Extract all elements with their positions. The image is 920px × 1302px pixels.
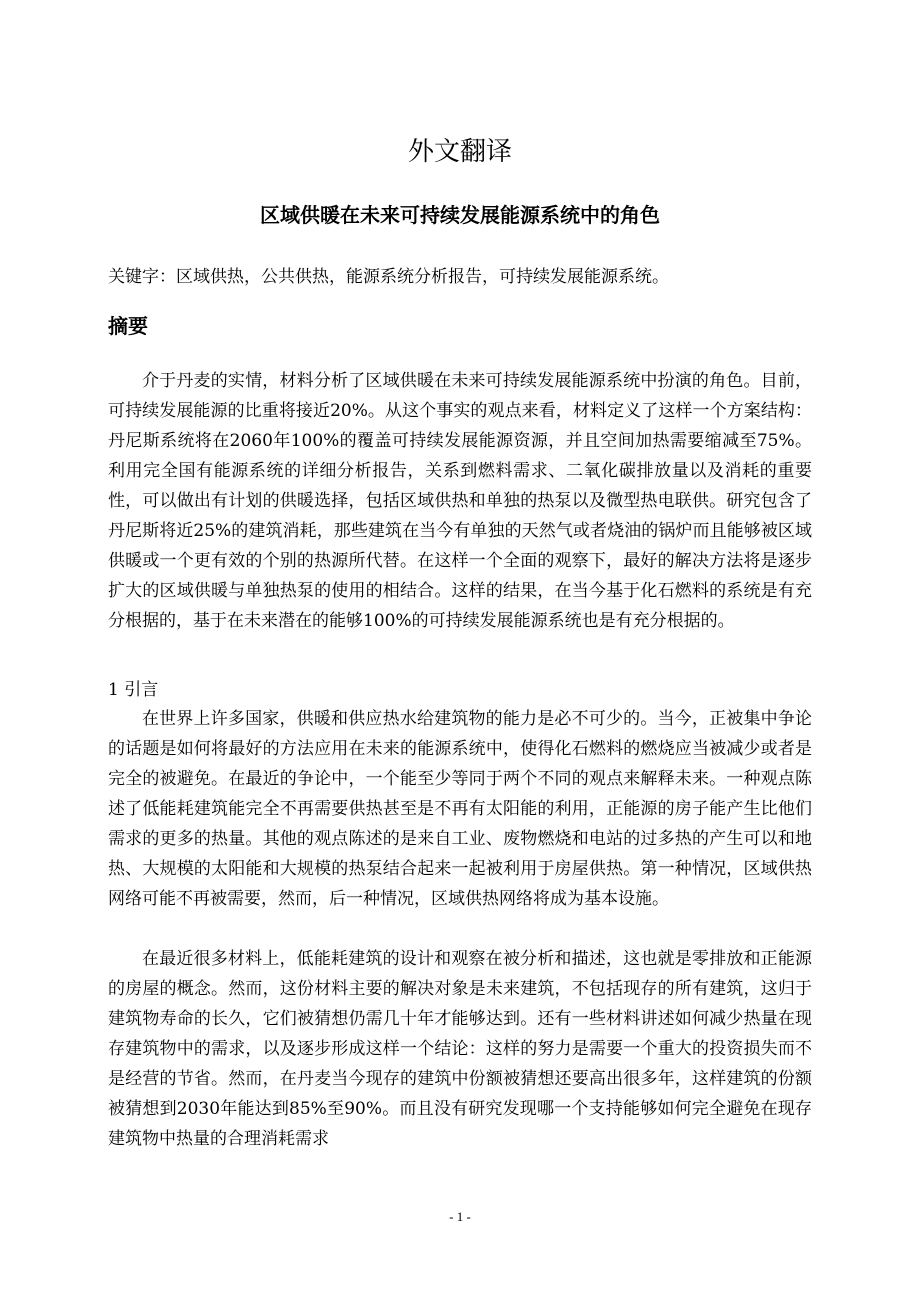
- abstract-heading: 摘要: [108, 314, 148, 338]
- abstract-paragraph: 介于丹麦的实情，材料分析了区域供暖在未来可持续发展能源系统中扮演的角色。目前，可持续发展能源的比重将接近20%。从这个事实的观点来看，材料定义了这样一个方案结构：丹尼斯系统将在2060年100%的覆盖可持续发展能源资源，并且空间加热需要缩减至75%。利用完全国有能源系统的详细分析报告，关系到燃料需求、二氧化碳排放量以及消耗的重要性，可以做出有计划的供暖选择，包括区域供热和单独的热泵以及微型热电联供。研究包含了丹尼斯将近25%的建筑消耗，那些建筑在当今有单独的天然气或者烧油的锅炉而且能够被区域供暖或一个更有效的个别的热源所代替。在这样一个全面的观察下，最好的解决方法将是逐步扩大的区域供暖与单独热泵的使用的相结合。这样的结果，在当今基于化石燃料的系统是有充分根据的，基于在未来潜在的能够100%的可持续发展能源系统也是有充分根据的。: [108, 371, 812, 631]
- section-heading-introduction: 1 引言: [108, 680, 159, 700]
- document-title: 外文翻译: [407, 137, 512, 167]
- keywords-line: 关键字：区域供热，公共供热，能源系统分析报告，可持续发展能源系统。: [108, 267, 669, 287]
- introduction-paragraph-2: 在最近很多材料上，低能耗建筑的设计和观察在被分析和描述，这也就是零排放和正能源的房屋的概念。然而，这份材料主要的解决对象是未来建筑，不包括现存的所有建筑，这归于建筑物寿命的长久，它们被猜想仍需几十年才能够达到。还有一些材料讲述如何减少热量在现存建筑物中的需求，以及逐步形成这样一个结论：这样的努力是需要一个重大的投资损失而不是经营的节省。然而，在丹麦当今现存的建筑中份额被猜想还要高出很多年，这样建筑的份额被猜想到2030年能达到85%至90%。而且没有研究发现哪一个支持能够如何完全避免在现存建筑物中热量的合理消耗需求: [108, 949, 812, 1149]
- document-subtitle: 区域供暖在未来可持续发展能源系统中的角色: [260, 203, 660, 227]
- page-number: - 1 -: [449, 1209, 471, 1224]
- introduction-paragraph-1: 在世界上许多国家，供暖和供应热水给建筑物的能力是必不可少的。当今，正被集中争论的话题是如何将最好的方法应用在未来的能源系统中，使得化石燃料的燃烧应当被减少或者是完全的被避免。在最近的争论中，一个能至少等同于两个不同的观点来解释未来。一种观点陈述了低能耗建筑能完全不再需要供热甚至是不再有太阳能的利用，正能源的房子能产生比他们需求的更多的热量。其他的观点陈述的是来自工业、废物燃烧和电站的过多热的产生可以和地热、大规模的太阳能和大规模的热泵结合起来一起被利用于房屋供热。第一种情况，区域供热网络可能不再被需要，然而，后一种情况，区域供热网络将成为基本设施。: [108, 709, 812, 909]
